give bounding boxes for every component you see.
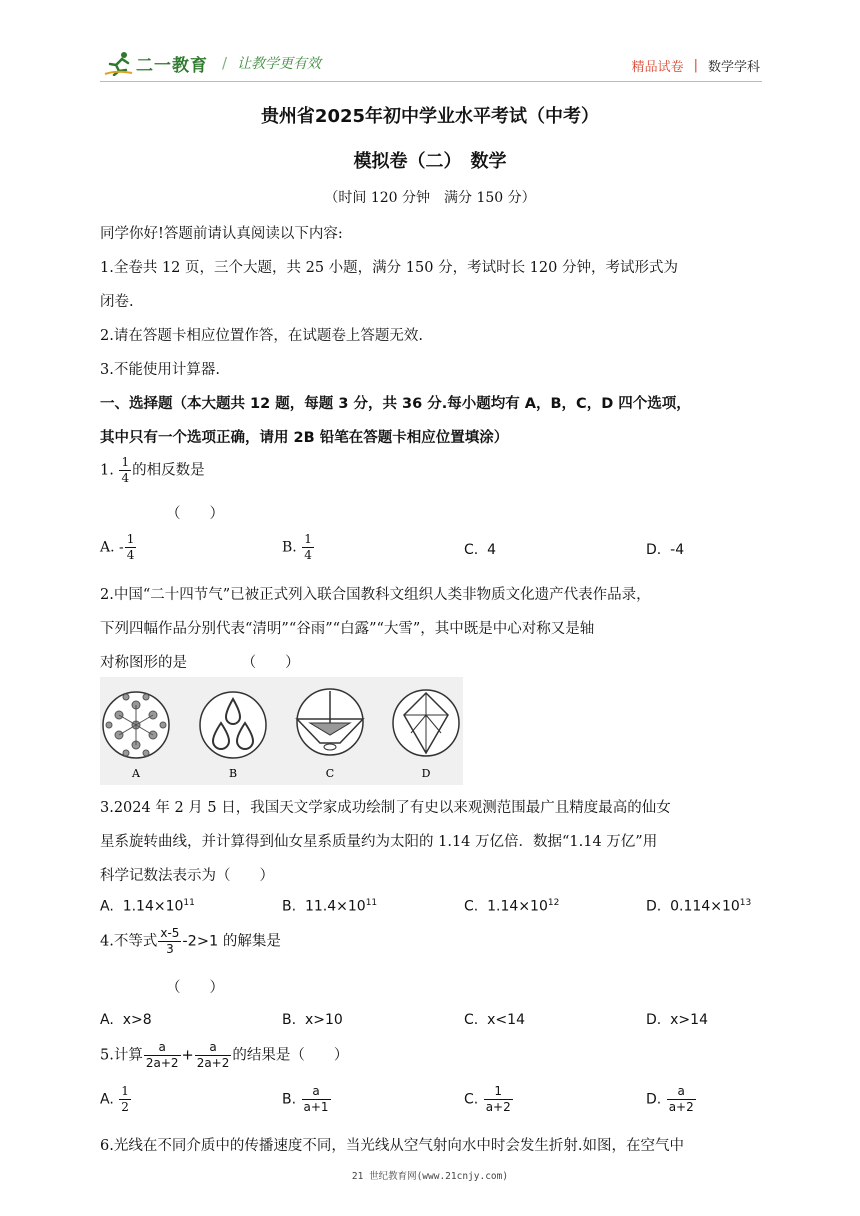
question-3-line3: 科学记数法表示为（ ） bbox=[100, 868, 274, 884]
option-value: x>14 bbox=[670, 1012, 708, 1028]
solar-terms-figure-svg bbox=[100, 677, 463, 785]
logo-text: 二一教育 bbox=[136, 55, 208, 76]
fraction-denominator: 4 bbox=[126, 548, 135, 562]
option-d[interactable] bbox=[646, 542, 684, 558]
solar-terms-figure bbox=[100, 677, 463, 785]
fraction-denominator: 3 bbox=[166, 942, 174, 956]
answer-paren: （ ） bbox=[241, 655, 300, 671]
figure-c-icon bbox=[297, 689, 363, 755]
option-a[interactable] bbox=[100, 898, 195, 915]
option-c[interactable] bbox=[464, 898, 559, 915]
option-label: A. bbox=[100, 1091, 114, 1108]
question-4 bbox=[100, 926, 281, 957]
option-label: C. bbox=[464, 1012, 479, 1028]
question-2-line2: 下列四幅作品分别代表“清明”“谷雨”“白露”“大雪”，其中既是中心对称又是轴 bbox=[100, 621, 595, 637]
figure-a-icon bbox=[103, 692, 169, 758]
question-3-line1: 3.2024 年 2 月 5 日，我国天文学家成功绘制了有史以来观测范围最广且精度最高的仙女 bbox=[100, 800, 671, 816]
option-label: B. bbox=[282, 1012, 297, 1028]
option-b[interactable] bbox=[282, 1084, 332, 1115]
option-value: 1.14×10 bbox=[487, 898, 548, 915]
option-label: A. bbox=[100, 898, 114, 915]
fraction-numerator: a bbox=[667, 1084, 696, 1100]
option-d[interactable] bbox=[646, 1012, 708, 1028]
section-1-header: 一、选择题（本大题共 12 题，每题 3 分，共 36 分.每小题均有 A，B，C，D 四个选项， bbox=[100, 396, 691, 412]
plus-sign: + bbox=[181, 1047, 194, 1064]
question-text: 4.不等式 bbox=[100, 933, 158, 950]
intro-item-1a: 1.全卷共 12 页，三个大题，共 25 小题，满分 150 分，考试时长 120 分钟，考试形式为 bbox=[100, 260, 678, 276]
fraction bbox=[158, 926, 181, 957]
option-a[interactable] bbox=[100, 1084, 132, 1115]
page-footer: 21 世纪教育网(www.21cnjy.com) bbox=[351, 1171, 509, 1182]
answer-paren: （ ） bbox=[166, 980, 224, 996]
section-1-header-cont: 其中只有一个选项正确，请用 2B 铅笔在答题卡相应位置填涂） bbox=[100, 430, 509, 446]
option-label: A. bbox=[100, 1012, 114, 1028]
intro-greeting: 同学你好!答题前请认真阅读以下内容: bbox=[100, 226, 343, 242]
figure-d-icon bbox=[393, 690, 459, 756]
option-label: C. bbox=[464, 898, 479, 915]
question-3-line2: 星系旋转曲线，并计算得到仙女星系质量约为太阳的 1.14 万亿倍．数据“1.14 万亿”用 bbox=[100, 834, 658, 850]
option-label: D. bbox=[646, 1012, 662, 1028]
option-label: C. bbox=[464, 542, 479, 558]
option-value: 0.114×10 bbox=[670, 898, 740, 915]
option-value: 4 bbox=[487, 542, 497, 558]
question-text-suffix: 的结果是（ ） bbox=[232, 1047, 349, 1064]
question-text: 5.计算 bbox=[100, 1047, 143, 1064]
option-c[interactable] bbox=[464, 1084, 514, 1115]
fraction bbox=[125, 532, 137, 563]
option-d[interactable] bbox=[646, 1084, 697, 1115]
figure-label-d: D bbox=[421, 767, 431, 780]
fraction bbox=[667, 1084, 696, 1115]
option-value: x>10 bbox=[304, 1012, 343, 1028]
question-text: 的相反数是 bbox=[132, 462, 205, 479]
option-label: A. bbox=[100, 539, 115, 556]
option-value: 11.4×10 bbox=[304, 898, 366, 915]
exam-title: 贵州省2025年初中学业水平考试（中考） bbox=[260, 106, 600, 127]
option-label: B. bbox=[282, 1091, 297, 1108]
option-exponent: 12 bbox=[547, 898, 560, 908]
q3-options bbox=[0, 898, 860, 922]
fraction-numerator: 1 bbox=[121, 455, 130, 469]
option-exponent: 13 bbox=[739, 898, 752, 908]
badge-subject: 数学学科 bbox=[707, 60, 760, 75]
option-sign: - bbox=[119, 539, 124, 556]
fraction bbox=[195, 1040, 232, 1071]
option-label: B. bbox=[282, 898, 297, 915]
fraction-numerator: a bbox=[144, 1040, 181, 1056]
badge-premium: 精品试卷 bbox=[631, 60, 684, 75]
fraction bbox=[119, 1084, 131, 1115]
fraction bbox=[119, 455, 131, 486]
fraction-denominator: a+1 bbox=[303, 1100, 329, 1114]
option-value: x>8 bbox=[122, 1012, 152, 1028]
question-text-suffix: 的解集是 bbox=[218, 933, 281, 950]
badge-separator: | bbox=[693, 58, 698, 73]
option-d[interactable] bbox=[646, 898, 751, 915]
option-exponent: 11 bbox=[183, 898, 195, 908]
question-2-line1: 2.中国“二十四节气”已被正式列入联合国教科文组织人类非物质文化遗产代表作品录， bbox=[100, 587, 651, 603]
fraction-denominator: 4 bbox=[304, 548, 312, 562]
figure-label-a: A bbox=[132, 767, 140, 780]
intro-item-1b: 闭卷. bbox=[100, 294, 134, 310]
option-value: x<14 bbox=[487, 1012, 525, 1028]
site-logo[interactable] bbox=[104, 50, 321, 76]
q4-options bbox=[0, 1012, 860, 1036]
question-6-line1: 6.光线在不同介质中的传播速度不同，当光线从空气射向水中时会发生折射.如图，在空气中 bbox=[100, 1138, 684, 1154]
figure-b-icon bbox=[200, 692, 266, 758]
q1-options bbox=[0, 532, 860, 572]
option-b[interactable] bbox=[282, 898, 377, 915]
option-b[interactable] bbox=[282, 1012, 343, 1028]
option-label: D. bbox=[646, 542, 662, 558]
header-badges bbox=[632, 56, 760, 75]
logo-slogan: 让教学更有效 bbox=[237, 56, 322, 72]
fraction bbox=[144, 1040, 181, 1071]
fraction-numerator: x-5 bbox=[160, 926, 180, 940]
fraction-denominator: 2 bbox=[121, 1100, 129, 1114]
fraction bbox=[484, 1084, 513, 1115]
exam-subtitle: 模拟卷（二） 数学 bbox=[353, 151, 507, 172]
option-c[interactable] bbox=[464, 542, 496, 558]
intro-item-3: 3.不能使用计算器. bbox=[100, 362, 220, 378]
option-exponent: 11 bbox=[365, 898, 378, 908]
intro-item-2: 2.请在答题卡相应位置作答，在试题卷上答题无效. bbox=[100, 328, 423, 344]
fraction-numerator: 1 bbox=[126, 532, 135, 546]
option-label: D. bbox=[646, 1091, 662, 1108]
exam-time: （时间 120 分钟 满分 150 分） bbox=[324, 190, 536, 206]
fraction-denominator: a+2 bbox=[485, 1100, 511, 1114]
option-label: B. bbox=[282, 539, 297, 556]
fraction-denominator: 4 bbox=[121, 471, 130, 485]
fraction-denominator: a+2 bbox=[668, 1100, 694, 1114]
question-1 bbox=[100, 455, 205, 486]
question-text: 对称图形的是 bbox=[100, 655, 187, 671]
option-label: C. bbox=[464, 1091, 479, 1108]
option-a[interactable] bbox=[100, 1012, 152, 1028]
figure-label-c: C bbox=[325, 767, 335, 780]
fraction-denominator: 2a+2 bbox=[145, 1056, 179, 1070]
runner-logo-icon bbox=[104, 50, 134, 76]
question-5 bbox=[100, 1040, 348, 1071]
question-number: 1. bbox=[100, 462, 114, 479]
q5-options bbox=[0, 1084, 860, 1124]
fraction-numerator: 1 bbox=[484, 1084, 513, 1100]
answer-paren: （ ） bbox=[166, 506, 224, 522]
option-label: D. bbox=[646, 898, 662, 915]
fraction-numerator: a bbox=[302, 1084, 331, 1100]
logo-separator: / bbox=[222, 54, 228, 72]
header-divider bbox=[100, 81, 762, 82]
option-value: -4 bbox=[670, 542, 685, 558]
option-value: 1.14×10 bbox=[122, 898, 184, 915]
fraction-numerator: 1 bbox=[121, 1084, 129, 1098]
option-b[interactable] bbox=[282, 532, 315, 563]
option-c[interactable] bbox=[464, 1012, 525, 1028]
inequality-expression: -2>1 bbox=[182, 933, 219, 950]
fraction-numerator: 1 bbox=[304, 532, 312, 546]
option-a[interactable] bbox=[100, 532, 137, 563]
fraction bbox=[302, 1084, 331, 1115]
fraction-denominator: 2a+2 bbox=[196, 1056, 230, 1070]
figure-label-b: B bbox=[228, 767, 238, 780]
fraction bbox=[302, 532, 314, 563]
question-2-line3 bbox=[100, 651, 300, 672]
fraction-numerator: a bbox=[195, 1040, 232, 1056]
